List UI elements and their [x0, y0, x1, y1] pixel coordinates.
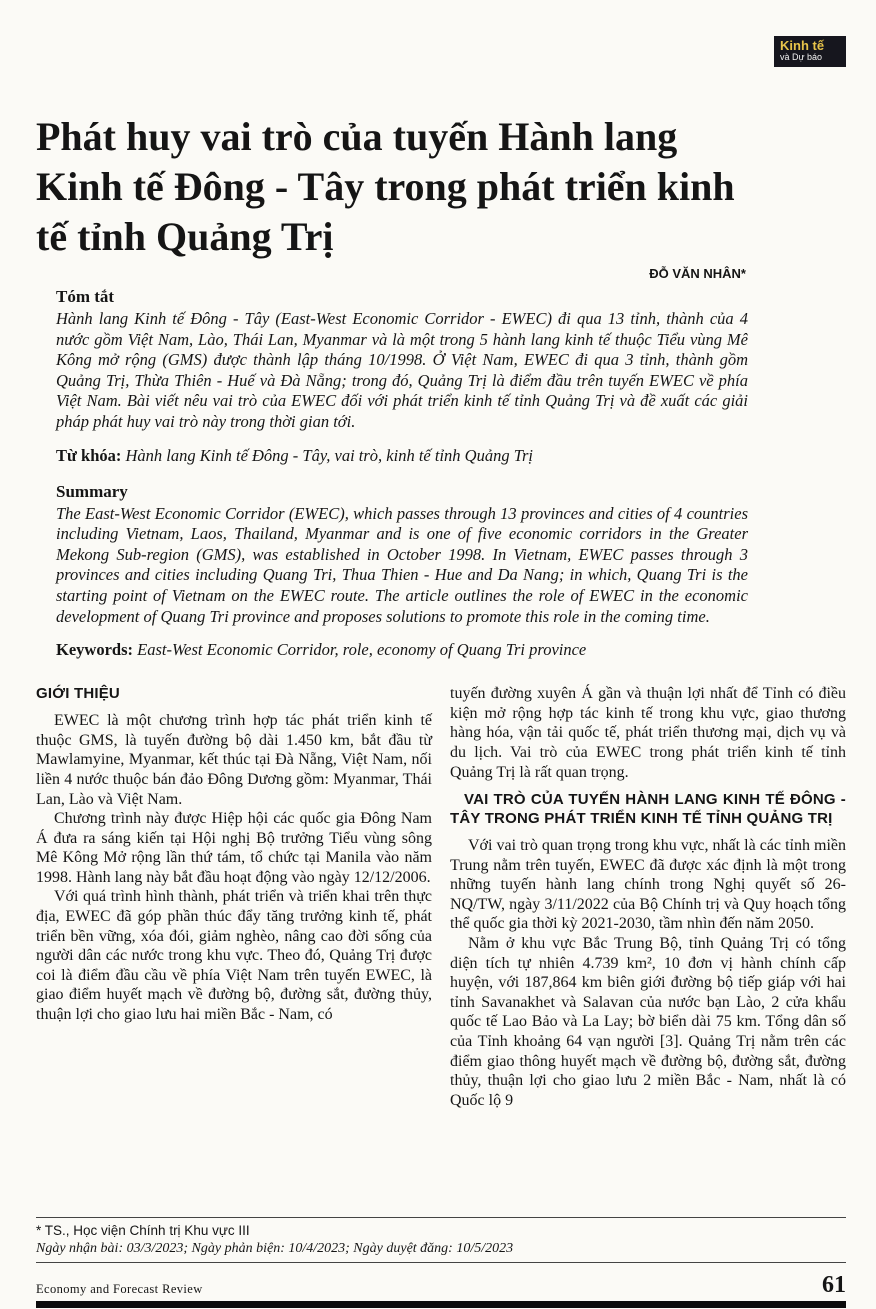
intro-heading: GIỚI THIỆU: [36, 685, 120, 703]
keywords-label-en: Keywords:: [56, 640, 133, 660]
abstract-heading: Tóm tắt: [56, 287, 115, 306]
keywords-line-vi: [56, 446, 748, 466]
keywords-label-vi: Từ khóa:: [56, 445, 122, 465]
right-column: [450, 684, 846, 1110]
footnote-block: [36, 1217, 846, 1263]
body-paragraph: EWEC là một chương trình hợp tác phát triển kinh tế thuộc GMS, là tuyến đường bộ dài 1.450 km, bắt đầu từ Mawlamyine, Myanmar, kết thúc tại Đà Nẵng, Việt Nam, nối liền 4 nước thuộc bán đảo Đông Dương gồm: Myanmar, Thái Lan, Lào và Việt Nam.: [36, 712, 432, 808]
body-paragraph-continuation: tuyến đường xuyên Á gần và thuận lợi nhất để Tỉnh có điều kiện mở rộng hợp tác kinh tế trong khu vực, giao thương hàng hóa, vận tải quốc tế, phát triển thương mại, dịch vụ và du lịch. Vai trò của EWEC trong phát triển kinh tế tỉnh Quảng Trị là rất quan trọng.: [450, 685, 846, 781]
page-footer: [36, 1273, 846, 1297]
keywords-text-vi: Hành lang Kinh tế Đông - Tây, vai trò, kinh tế tỉnh Quảng Trị: [125, 445, 533, 465]
page-number: 61: [822, 1272, 846, 1298]
body-paragraph: Chương trình này được Hiệp hội các quốc gia Đông Nam Á đưa ra sáng kiến tại Hội nghị Bộ trưởng Tiểu vùng sông Mê Kông Mở rộng lần thứ tám, tổ chức tại Manila vào năm 1998. Hành lang này bắt đầu hoạt động vào ngày 12/12/2006.: [36, 810, 432, 886]
submission-dates: Ngày nhận bài: 03/3/2023; Ngày phản biện: 10/4/2023; Ngày duyệt đăng: 10/5/2023: [36, 1241, 846, 1263]
bottom-rule: [36, 1301, 846, 1308]
journal-name: Economy and Forecast Review: [36, 1282, 203, 1296]
summary-heading: Summary: [56, 481, 128, 501]
author-affiliation: * TS., Học viện Chính trị Khu vực III: [36, 1223, 250, 1238]
left-column: [36, 684, 432, 1110]
abstract-section: [56, 287, 748, 660]
summary-text: The East-West Economic Corridor (EWEC), which passes through 13 provinces and cities of 4 countries including Vietnam, Laos, Thailand, Myanmar and is one of five economic corridors in the Greater Mekong Sub-region (GMS), was established in October 1998. In Vietnam, EWEC passes through 3 provinces and cities including Quang Tri, Thua Thien - Hue and Da Nang; in which, Quang Tri is the starting point of Vietnam on the EWEC route. The article outlines the role of EWEC in the economic development of Quang Tri province and proposes solutions to promote this role in the coming time.: [56, 503, 748, 626]
body-paragraph: Nằm ở khu vực Bắc Trung Bộ, tỉnh Quảng Trị có tổng diện tích tự nhiên 4.739 km², 10 đơn vị hành chính cấp huyện, với 187,864 km biên giới đường bộ tiếp giáp với hai tỉnh Savanakhet và Salavan của nước bạn Lào, 2 cửa khẩu quốc tế Lao Bảo và La Lay; bờ biển dài 75 km. Tổng dân số của Tỉnh khoảng 64 vạn người [3]. Quảng Trị nằm trên các điểm giao thông huyết mạch về đường bộ, đường sắt, đường thủy, thuận lợi cho giao lưu 2 miền Bắc - Nam, nhất là có Quốc lộ 9: [450, 935, 846, 1109]
body-paragraph: Với vai trò quan trọng trong khu vực, nhất là các tỉnh miền Trung nằm trên tuyến, EWEC đã được xác định là một trong những tuyến hành lang chính trong Nghị quyết số 26-NQ/TW, ngày 3/11/2022 của Bộ Chính trị và Quy hoạch tổng thể quốc gia thời kỳ 2021-2030, tầm nhìn đến năm 2050.: [450, 837, 846, 933]
journal-logo-line2: và Dự báo: [780, 52, 823, 63]
journal-logo: [774, 36, 846, 67]
author-name: ĐỖ VĂN NHÂN*: [649, 266, 746, 281]
article-title: Phát huy vai trò của tuyến Hành lang Kinh tế Đông - Tây trong phát triển kinh tế tỉnh Quảng Trị: [36, 114, 735, 259]
journal-logo-line1: Kinh tế: [780, 38, 825, 53]
keywords-line-en: [56, 640, 748, 660]
abstract-text: Hành lang Kinh tế Đông - Tây (East-West Economic Corridor - EWEC) đi qua 13 tỉnh, thành của 4 nước gồm Việt Nam, Lào, Thái Lan, Myanmar và là một trong 5 hành lang kinh tế thuộc Tiểu vùng Mê Kông mở rộng (GMS) được thành lập tháng 10/1998. Ở Việt Nam, EWEC đi qua 3 tỉnh, thành gồm Quảng Trị, Thừa Thiên - Huế và Đà Nẵng; trong đó, Quảng Trị là điểm đầu trên tuyến EWEC về phía Việt Nam. Bài viết nêu vai trò của EWEC đối với phát triển kinh tế tỉnh Quảng Trị và đề xuất các giải pháp phát huy vai trò này trong thời gian tới.: [56, 309, 748, 431]
role-section-heading: VAI TRÒ CỦA TUYẾN HÀNH LANG KINH TẾ ĐÔNG - TÂY TRONG PHÁT TRIỂN KINH TẾ TỈNH QUẢNG TRỊ: [450, 791, 846, 828]
article-body: [36, 684, 846, 1110]
keywords-text-en: East-West Economic Corridor, role, economy of Quang Tri province: [137, 640, 587, 660]
body-paragraph: Với quá trình hình thành, phát triển và triển khai trên thực địa, EWEC đã góp phần thúc đẩy tăng trưởng kinh tế, phát triển bền vững, xóa đói, giảm nghèo, nâng cao đời sống của người dân các nước trong khu vực. Theo đó, Quảng Trị được coi là điểm đầu cầu về phía Việt Nam trên tuyến EWEC, là giao điểm huyết mạch về đường bộ, đường sắt, đường thủy, thuận lợi cho giao lưu hai miền Bắc - Nam, có: [36, 888, 432, 1024]
